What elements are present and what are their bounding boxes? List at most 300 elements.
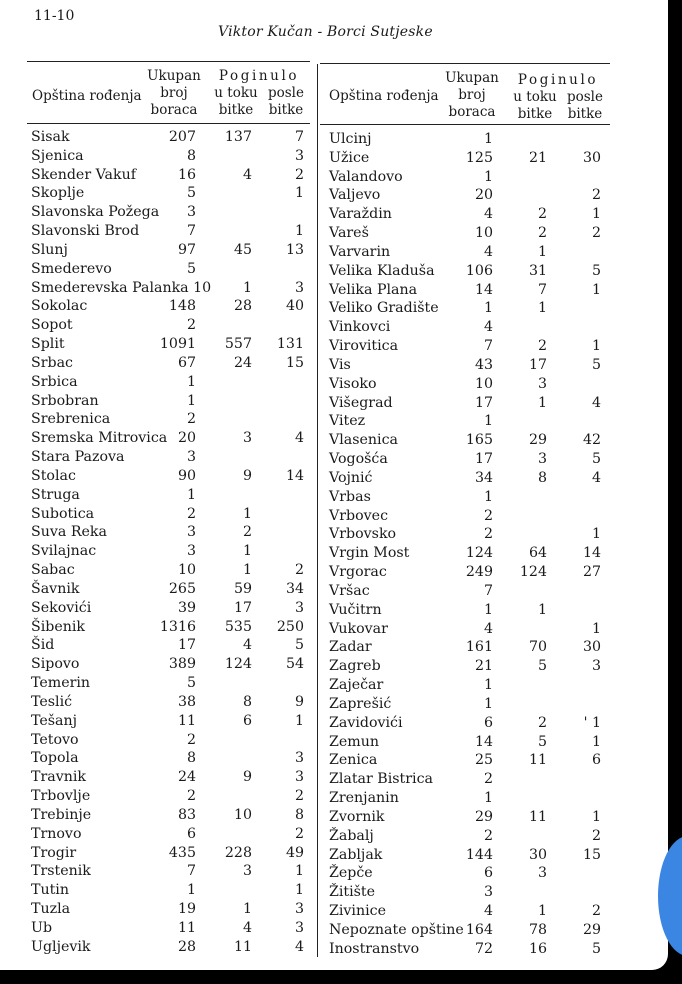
total-fighters: 25 [474,752,493,769]
table-row [0,657,668,676]
table-row [0,883,668,902]
total-fighters: 21 [474,658,493,675]
killed-after-battle: 54 [285,656,304,673]
total-fighters: 1 [186,882,196,899]
left-table-top-rule [27,61,310,62]
killed-during-battle: 1 [242,279,252,296]
municipality-name: Temerin [31,675,91,692]
municipality-name: Vrbovsko [329,526,397,543]
killed-during-battle: 45 [233,241,252,258]
table-row [0,337,668,356]
municipality-name: Vogošća [329,451,388,468]
municipality-name: Vrgorac [329,564,387,581]
killed-after-battle: 2 [591,187,601,204]
killed-after-battle: 5 [591,262,601,279]
killed-after-battle: 1 [591,808,601,825]
municipality-name: Virovitica [329,338,399,355]
municipality-name: Trogir [31,844,77,861]
total-fighters: 124 [465,545,493,562]
killed-after-battle: 4 [591,469,601,486]
killed-during-battle: 4 [242,637,252,654]
total-fighters: 14 [474,733,493,750]
total-fighters: 3 [483,884,493,901]
killed-after-battle: 1 [294,712,304,729]
killed-during-battle: 29 [528,432,547,449]
municipality-name: Užice [329,149,370,166]
table-row [0,544,668,563]
table-row [0,827,668,846]
killed-after-battle: 131 [276,336,304,353]
killed-after-battle: 14 [285,467,304,484]
killed-after-battle: ' 1 [583,714,601,731]
total-fighters: 8 [186,147,196,164]
killed-during-battle: 557 [224,336,252,353]
killed-during-battle: 5 [537,658,547,675]
table-row [0,620,668,639]
killed-during-battle: 1 [242,543,252,560]
table-row [0,243,668,262]
table-row [0,808,668,827]
total-fighters: 2 [483,771,493,788]
killed-during-battle: 3 [537,865,547,882]
killed-after-battle: 250 [276,618,304,635]
killed-after-battle: 34 [285,580,304,597]
killed-during-battle: 1 [242,505,252,522]
killed-after-battle: 15 [285,354,304,371]
killed-during-battle: 2 [242,524,252,541]
right-header-after-battle: posle bitke [566,89,603,122]
municipality-name: Sisak [31,129,70,145]
killed-during-battle: 4 [242,166,252,183]
total-fighters: 2 [186,317,196,334]
table-row [0,902,668,921]
total-fighters: 72 [474,940,493,957]
killed-after-battle: 2 [591,225,601,242]
total-fighters: 39 [177,599,196,616]
municipality-name: Slunj [31,241,68,258]
municipality-name: Vitez [329,413,366,430]
municipality-name: Vis [329,356,351,373]
killed-during-battle: 9 [242,467,252,484]
table-row [0,281,668,300]
total-fighters: 34 [474,469,493,486]
total-fighters: 7 [186,223,196,240]
killed-after-battle: 2 [294,562,304,579]
killed-after-battle: 30 [582,149,601,166]
total-fighters: 2 [186,731,196,748]
killed-during-battle: 3 [242,863,252,880]
municipality-name: Skender Vakuf [31,166,137,183]
killed-during-battle: 59 [233,580,252,597]
left-header-municipality: Opština rođenja [32,88,142,104]
table-row [0,375,668,394]
total-fighters: 148 [168,298,196,315]
killed-after-battle: 8 [294,806,304,823]
left-table-header-rule [27,123,310,124]
killed-after-battle: 3 [294,750,304,767]
killed-during-battle: 1 [537,243,547,260]
total-fighters: 6 [483,865,493,882]
killed-after-battle: 3 [294,901,304,918]
municipality-name: Trbovlje [31,788,91,805]
killed-after-battle: 1 [591,206,601,223]
total-fighters: 2 [186,505,196,522]
municipality-name: Zivinice [329,903,386,920]
killed-after-battle: 3 [294,919,304,936]
total-fighters: 5 [186,185,196,202]
table-row [0,130,668,149]
killed-during-battle: 16 [528,940,547,957]
municipality-name: Valandovo [329,168,403,185]
total-fighters: 10 [474,375,493,392]
killed-after-battle: 5 [591,451,601,468]
killed-during-battle: 137 [224,129,252,145]
total-fighters: 106 [465,262,493,279]
municipality-name: Sjenica [31,147,84,164]
total-fighters: 1 [186,392,196,409]
table-row [0,186,668,205]
total-fighters: 165 [465,432,493,449]
table-row [0,789,668,808]
municipality-name: Split [31,336,65,353]
municipality-name: Travnik [31,769,86,786]
killed-during-battle: 3 [537,375,547,392]
table-row [0,168,668,187]
killed-after-battle: 7 [294,129,304,145]
killed-after-battle: 30 [582,639,601,656]
total-fighters: 207 [168,129,196,145]
municipality-name: Sokolac [31,298,88,315]
total-fighters: 28 [177,938,196,955]
killed-after-battle: 42 [582,432,601,449]
killed-after-battle: 2 [294,825,304,842]
total-fighters: 38 [177,693,196,710]
killed-during-battle: 17 [528,356,547,373]
killed-after-battle: 1 [294,223,304,240]
killed-during-battle: 78 [528,921,547,938]
municipality-name: Varvarin [329,243,391,260]
table-row [0,601,668,620]
table-row [0,921,668,940]
killed-during-battle: 124 [224,656,252,673]
left-header-total: Ukupan broj boraca [147,68,201,118]
killed-after-battle: 13 [285,241,304,258]
killed-after-battle: 49 [285,844,304,861]
killed-during-battle: 1 [537,601,547,618]
table-row [0,714,668,733]
killed-after-battle: 2 [591,903,601,920]
municipality-name: Srbica [31,373,78,390]
total-fighters: 389 [168,656,196,673]
total-fighters: 4 [483,243,493,260]
municipality-name: Zenica [329,752,378,769]
total-fighters: 7 [483,338,493,355]
killed-during-battle: 124 [519,564,547,581]
right-header-municipality: Opština rođenja [329,88,439,104]
table-row [0,563,668,582]
table-row [0,149,668,168]
municipality-name: Sremska Mitrovica [31,430,168,447]
total-fighters: 10 [474,225,493,242]
total-fighters: 161 [465,639,493,656]
municipality-name: Velika Plana [329,281,418,298]
total-fighters: 7 [483,582,493,599]
table-row [0,394,668,413]
total-fighters: 2 [483,827,493,844]
killed-during-battle: 7 [537,281,547,298]
total-fighters: 2 [186,411,196,428]
killed-after-battle: 1 [591,526,601,543]
municipality-name: Sipovo [31,656,80,673]
table-row [0,940,668,959]
killed-after-battle: 9 [294,693,304,710]
municipality-name: Zrenjanin [329,790,399,807]
municipality-name: Tetovo [31,731,79,748]
killed-during-battle: 4 [242,919,252,936]
killed-after-battle: 1 [591,620,601,637]
killed-after-battle: 5 [591,940,601,957]
municipality-name: Tutin [31,882,69,899]
total-fighters: 125 [465,149,493,166]
municipality-name: Subotica [31,505,95,522]
killed-after-battle: 1 [591,733,601,750]
total-fighters: 4 [483,206,493,223]
total-fighters: 249 [465,564,493,581]
killed-after-battle: 2 [591,827,601,844]
total-fighters: 144 [465,846,493,863]
total-fighters: 90 [177,467,196,484]
total-fighters: 5 [186,675,196,692]
killed-after-battle: 3 [294,769,304,786]
killed-during-battle: 11 [528,752,547,769]
right-table-top-rule [320,63,610,64]
municipality-name: Smederevska Palanka 10 [31,279,212,296]
municipality-name: Sopot [31,317,73,334]
municipality-name: Vučitrn [329,601,382,618]
table-row [0,770,668,789]
municipality-name: Tešanj [31,712,78,729]
total-fighters: 1 [483,790,493,807]
municipality-name: Sabac [31,562,75,579]
killed-after-battle: 40 [285,298,304,315]
total-fighters: 7 [186,863,196,880]
municipality-name: Srbobran [31,392,99,409]
killed-after-battle: 3 [294,279,304,296]
left-header-during-battle: u toku bitke [214,85,258,118]
right-header-during-battle: u toku bitke [513,89,557,122]
killed-after-battle: 1 [591,281,601,298]
total-fighters: 3 [186,449,196,466]
municipality-name: Šavnik [31,580,80,597]
municipality-name: Vrbas [329,488,371,505]
killed-during-battle: 17 [233,599,252,616]
total-fighters: 11 [177,919,196,936]
left-header-killed: Poginulo [218,68,300,84]
killed-during-battle: 2 [537,206,547,223]
total-fighters: 2 [186,788,196,805]
municipality-name: Velika Kladuša [329,262,435,279]
killed-during-battle: 28 [233,298,252,315]
killed-during-battle: 10 [233,806,252,823]
killed-after-battle: 14 [582,545,601,562]
killed-after-battle: 3 [591,658,601,675]
municipality-name: Stara Pazova [31,449,125,466]
municipality-name: Višegrad [329,394,393,411]
killed-after-battle: 2 [294,788,304,805]
table-row [0,262,668,281]
killed-after-battle: 4 [294,938,304,955]
left-header-after-battle: posle bitke [267,85,304,118]
killed-after-battle: 3 [294,147,304,164]
municipality-name: Šid [31,637,55,654]
table-row [0,507,668,526]
killed-during-battle: 5 [537,733,547,750]
total-fighters: 29 [474,808,493,825]
table-row [0,224,668,243]
total-fighters: 67 [177,354,196,371]
total-fighters: 11 [177,712,196,729]
table-row [0,431,668,450]
total-fighters: 1 [186,486,196,503]
table-row [0,733,668,752]
killed-during-battle: 1 [537,903,547,920]
table-row [0,488,668,507]
table-row [0,356,668,375]
total-fighters: 6 [483,714,493,731]
killed-during-battle: 8 [537,469,547,486]
killed-during-battle: 228 [224,844,252,861]
killed-during-battle: 64 [528,545,547,562]
killed-during-battle: 8 [242,693,252,710]
municipality-name: Zadar [329,639,372,656]
municipality-name: Vinkovci [329,319,391,336]
killed-during-battle: 21 [528,149,547,166]
municipality-name: Suva Reka [31,524,107,541]
municipality-name: Slavonski Brod [31,223,140,240]
table-row [0,638,668,657]
municipality-name: Vukovar [329,620,388,637]
total-fighters: 2 [483,526,493,543]
killed-during-battle: 11 [528,808,547,825]
total-fighters: 10 [177,562,196,579]
total-fighters: 43 [474,356,493,373]
municipality-name: Varaždin [329,206,392,223]
total-fighters: 1 [483,413,493,430]
municipality-name: Stolac [31,467,76,484]
municipality-name: Slavonska Požega [31,204,160,221]
killed-after-battle: 1 [294,882,304,899]
killed-after-battle: 15 [582,846,601,863]
killed-during-battle: 30 [528,846,547,863]
total-fighters: 435 [168,844,196,861]
municipality-name: Svilajnac [31,543,97,560]
killed-during-battle: 6 [242,712,252,729]
total-fighters: 17 [474,394,493,411]
table-row [0,695,668,714]
total-fighters: 1 [186,373,196,390]
killed-during-battle: 24 [233,354,252,371]
total-fighters: 19 [177,901,196,918]
total-fighters: 5 [186,260,196,277]
total-fighters: 14 [474,281,493,298]
killed-after-battle: 27 [582,564,601,581]
municipality-name: Vršac [329,582,370,599]
killed-during-battle: 1 [537,394,547,411]
municipality-name: Zemun [329,733,379,750]
total-fighters: 2 [483,507,493,524]
total-fighters: 4 [483,620,493,637]
killed-during-battle: 1 [242,901,252,918]
table-row [0,318,668,337]
table-row [0,846,668,865]
municipality-name: Trstenik [31,863,91,880]
municipality-name: Zagreb [329,658,381,675]
total-fighters: 16 [177,166,196,183]
killed-after-battle: 6 [591,752,601,769]
killed-after-battle: 4 [591,394,601,411]
municipality-name: Smederevo [31,260,112,277]
total-fighters: 20 [177,430,196,447]
killed-during-battle: 31 [528,262,547,279]
total-fighters: 3 [186,204,196,221]
municipality-name: Vlasenica [329,432,398,449]
municipality-name: Nepoznate opštine [329,921,464,938]
table-row [0,525,668,544]
killed-during-battle: 9 [242,769,252,786]
running-header: Viktor Kučan - Borci Sutjeske [218,24,433,40]
municipality-name: Inostranstvo [329,940,420,957]
total-fighters: 1091 [159,336,196,353]
municipality-name: Srbac [31,354,73,371]
table-row [0,751,668,770]
table-row [0,582,668,601]
total-fighters: 6 [186,825,196,842]
killed-during-battle: 2 [537,338,547,355]
killed-after-battle: 5 [294,637,304,654]
municipality-name: Ub [31,919,53,936]
municipality-name: Ugljevik [31,938,91,955]
table-row [0,676,668,695]
municipality-name: Zabljak [329,846,383,863]
municipality-name: Vojnić [329,469,373,486]
total-fighters: 24 [177,769,196,786]
total-fighters: 1316 [159,618,196,635]
municipality-name: Vareš [329,225,369,242]
total-fighters: 4 [483,903,493,920]
killed-during-battle: 70 [528,639,547,656]
municipality-name: Skoplje [31,185,85,202]
municipality-name: Šibenik [31,618,86,635]
right-header-total: Ukupan broj boraca [445,70,499,120]
municipality-name: Visoko [329,375,377,392]
killed-after-battle: 5 [591,356,601,373]
municipality-name: Trnovo [31,825,82,842]
municipality-name: Tuzla [31,901,71,918]
total-fighters: 1 [483,488,493,505]
page-number: 11-10 [34,8,75,24]
total-fighters: 1 [483,677,493,694]
total-fighters: 1 [483,695,493,712]
killed-during-battle: 2 [537,225,547,242]
total-fighters: 20 [474,187,493,204]
table-row [0,864,668,883]
killed-after-battle: 1 [294,863,304,880]
total-fighters: 3 [186,524,196,541]
killed-during-battle: 1 [537,300,547,317]
total-fighters: 17 [474,451,493,468]
municipality-name: Zaječar [329,677,384,694]
killed-after-battle: 2 [294,166,304,183]
